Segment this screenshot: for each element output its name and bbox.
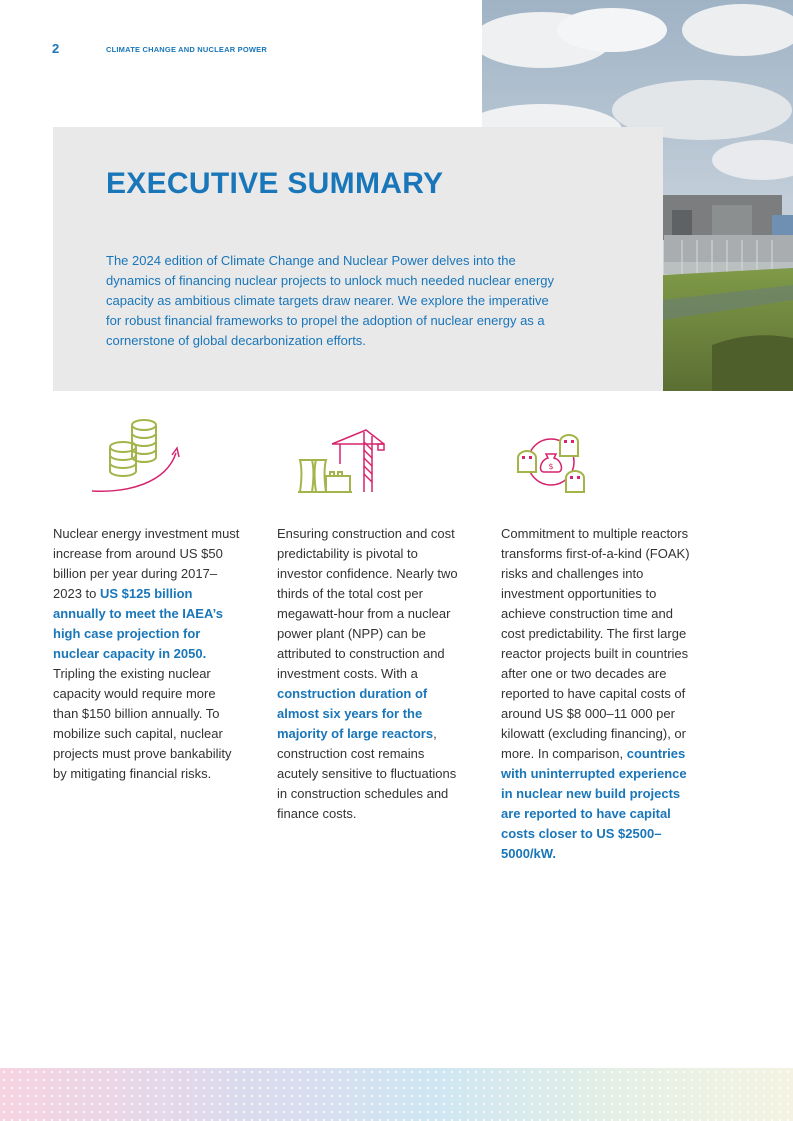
column-investment-text-lead: Nuclear energy investment must increase from around US $50 billion per year during 2017–2023 to	[53, 526, 240, 601]
column-investment-highlight: US $125 billion annually to meet the IAEA’s high case projection for nuclear capacity in 2050.	[53, 586, 224, 661]
decorative-footer-band	[0, 1068, 793, 1121]
column-investment-text	[53, 524, 243, 784]
multiple-reactors-money-icon	[514, 432, 588, 494]
executive-summary-panel	[53, 127, 663, 391]
column-fleet-highlight: countries with uninterrupted experience in nuclear new build projects are reported to have capital costs closer to US $2500–5000/kW.	[501, 746, 687, 861]
column-construction-highlight: construction duration of almost six years for the majority of large reactors	[277, 686, 434, 741]
svg-text:$: $	[548, 462, 554, 471]
page-title: EXECUTIVE SUMMARY	[106, 167, 444, 200]
column-fleet-text	[501, 524, 691, 864]
dot-pattern	[0, 1068, 793, 1121]
column-construction-text	[277, 524, 467, 824]
column-investment-text-tail: Tripling the existing nuclear capacity would require more than $150 billion annually. To mobilize such capital, nuclear projects must prove bankability by mitigating financial risks.	[53, 666, 232, 781]
summary-intro: The 2024 edition of Climate Change and Nuclear Power delves into the dynamics of financing nuclear projects to unlock much needed nuclear energy capacity as ambitious climate targets draw nearer. We explore the imperative for robust financial frameworks to propel the adoption of nuclear energy as a cornerstone of global decarbonization efforts.	[106, 253, 555, 348]
column-construction-text-tail: , construction cost remains acutely sensitive to fluctuations in construction schedules and finance costs.	[277, 726, 457, 821]
page-number: 2	[52, 41, 60, 56]
coins-growth-icon	[88, 415, 188, 497]
construction-crane-plant-icon	[296, 428, 388, 496]
column-fleet-text-lead: Commitment to multiple reactors transforms first-of-a-kind (FOAK) risks and challenges into investment opportunities to achieve construction time and cost predictability. The first large reactor projects built in countries after one or two decades are reported to have capital costs of around US $8 000–11 000 per kilowatt (excluding financing), or more. In comparison,	[501, 526, 690, 761]
running-head: CLIMATE CHANGE AND NUCLEAR POWER	[106, 45, 267, 54]
column-construction-text-lead: Ensuring construction and cost predictability is pivotal to investor confidence. Nearly two thirds of the total cost per megawatt-hour from a nuclear power plant (NPP) can be attributed to construction and investment costs. With a	[277, 526, 458, 681]
